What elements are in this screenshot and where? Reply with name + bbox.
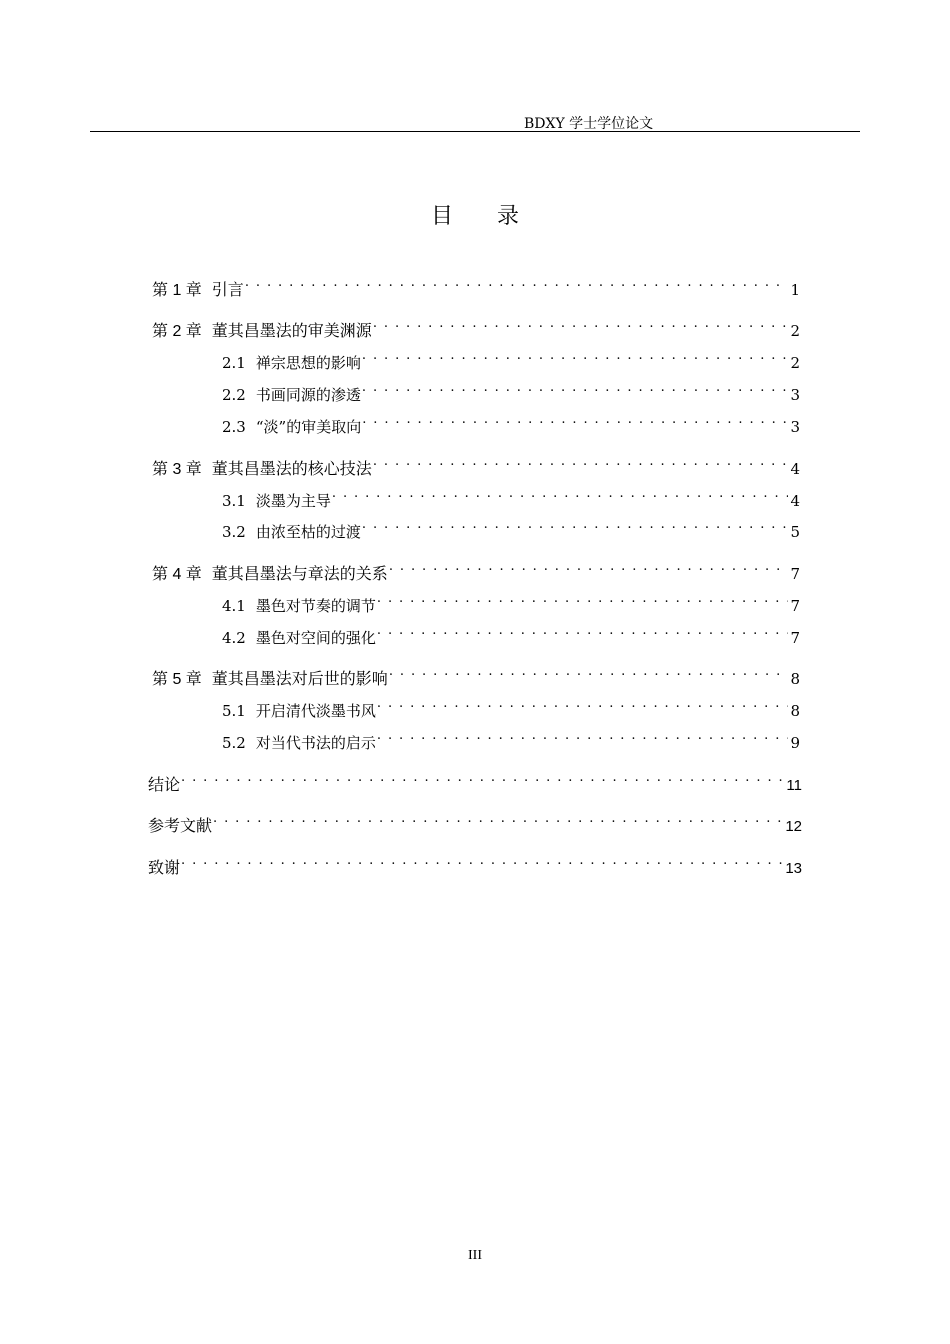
toc-entry-label [222,626,376,650]
toc-entry-label [222,731,376,755]
toc-entry-title: “淡”的审美取向 [255,418,362,436]
toc-entry-label [222,351,361,375]
toc-entry-section[interactable] [222,513,800,541]
toc-entry-label [152,458,372,482]
toc-entry-page: 7 [790,597,800,615]
toc-entry-page: 12 [785,818,802,835]
toc-entry-page: 2 [790,322,800,340]
toc-entry-backmatter[interactable] [148,849,802,877]
toc-entry-label [152,320,372,344]
toc-entry-page: 4 [790,492,800,510]
toc-entry-section[interactable] [222,344,800,372]
toc-entry-backmatter[interactable] [148,766,802,794]
toc-entry-page: 1 [790,281,800,299]
toc-entry-section[interactable] [222,376,800,404]
toc-entry-section[interactable] [222,587,800,615]
toc-entry-label [222,594,376,618]
dot-leader [362,513,789,537]
toc-entry-label [148,815,212,839]
toc-entry-label [152,279,244,303]
toc-entry-page: 2 [790,354,800,372]
toc-entry-label [222,415,361,439]
toc-entry-section[interactable] [222,482,800,510]
toc-entry-title: 结论 [148,777,181,794]
toc-entry-number: 2.2 [222,386,246,404]
toc-entry-page: 8 [790,670,800,688]
toc-entry-page: 7 [790,629,800,647]
dot-leader [377,587,789,611]
toc-entry-chapter[interactable] [152,312,800,340]
toc-title: 目录 [430,204,563,229]
dot-leader [377,692,789,716]
dot-leader [389,660,789,684]
toc-entry-title: 致谢 [148,860,181,877]
dot-leader [377,724,789,748]
toc-entry-label [222,699,376,723]
dot-leader [377,619,789,643]
toc-entry-number: 第 4 章 [152,566,202,583]
toc-entry-chapter[interactable] [152,271,800,299]
toc-entry-number: 2.1 [222,354,246,372]
dot-leader [362,408,788,432]
toc-entry-title: 淡墨为主导 [255,492,331,510]
toc-entry-title: 开启清代淡墨书风 [255,702,376,720]
toc-entry-page: 3 [790,386,800,404]
toc-entry-title: 董其昌墨法的审美渊源 [211,323,372,340]
toc-entry-number: 5.2 [222,734,246,752]
toc-entry-title: 墨色对空间的强化 [255,629,376,647]
toc-entry-chapter[interactable] [152,450,800,478]
toc-entry-label [148,774,180,798]
toc-entry-title: 书画同源的渗透 [255,386,361,404]
dot-leader [362,344,789,368]
toc-entry-label [222,489,331,513]
toc-entry-number: 第 5 章 [152,671,202,688]
toc-entry-page: 11 [786,777,802,794]
toc-entry-label [222,520,361,544]
toc-entry-section[interactable] [222,408,800,436]
toc-entry-label [222,383,361,407]
toc-entry-page: 8 [790,702,800,720]
toc-entry-section[interactable] [222,724,800,752]
toc-entry-page: 7 [790,565,800,583]
dot-leader [181,849,783,873]
toc-entry-label [148,857,180,881]
toc-entry-section[interactable] [222,619,800,647]
toc-entry-section[interactable] [222,692,800,720]
toc-entry-number: 3.1 [222,492,246,510]
toc-entry-chapter[interactable] [152,555,800,583]
toc-entry-number: 4.1 [222,597,246,615]
toc-entry-title: 引言 [211,282,244,299]
toc-entry-title: 董其昌墨法的核心技法 [211,461,372,478]
toc-entry-number: 第 1 章 [152,282,202,299]
dot-leader [373,450,789,474]
dot-leader [332,482,789,506]
page-number: III [468,1248,482,1263]
toc-entry-number: 5.1 [222,702,246,720]
toc-entry-title: 对当代书法的启示 [255,734,376,752]
toc-entry-number: 第 2 章 [152,323,202,340]
toc-entry-page: 4 [790,460,800,478]
toc-entry-label [152,563,388,587]
toc-entry-title: 董其昌墨法与章法的关系 [211,566,388,583]
dot-leader [213,807,783,831]
toc-entry-number: 第 3 章 [152,461,202,478]
dot-leader [389,555,789,579]
toc-entry-page: 5 [790,523,800,541]
dot-leader [181,766,784,790]
toc-entry-number: 2.3 [222,418,246,436]
toc-entry-title: 董其昌墨法对后世的影响 [211,671,388,688]
toc-entry-page: 9 [790,734,800,752]
toc-entry-chapter[interactable] [152,660,800,688]
toc-entry-title: 参考文献 [148,818,213,835]
toc-entry-title: 禅宗思想的影响 [255,354,361,372]
dot-leader [373,312,789,336]
toc-entry-page: 3 [790,418,800,436]
dot-leader [362,376,789,400]
toc-entry-page: 13 [785,860,802,877]
running-header: BDXY 学士学位论文 [524,116,654,132]
toc-entry-title: 由浓至枯的过渡 [255,523,361,541]
toc-entry-number: 3.2 [222,523,246,541]
toc-entry-label [152,668,388,692]
toc-entry-title: 墨色对节奏的调节 [255,597,376,615]
dot-leader [245,271,789,295]
toc-entry-number: 4.2 [222,629,246,647]
toc-entry-backmatter[interactable] [148,807,802,835]
